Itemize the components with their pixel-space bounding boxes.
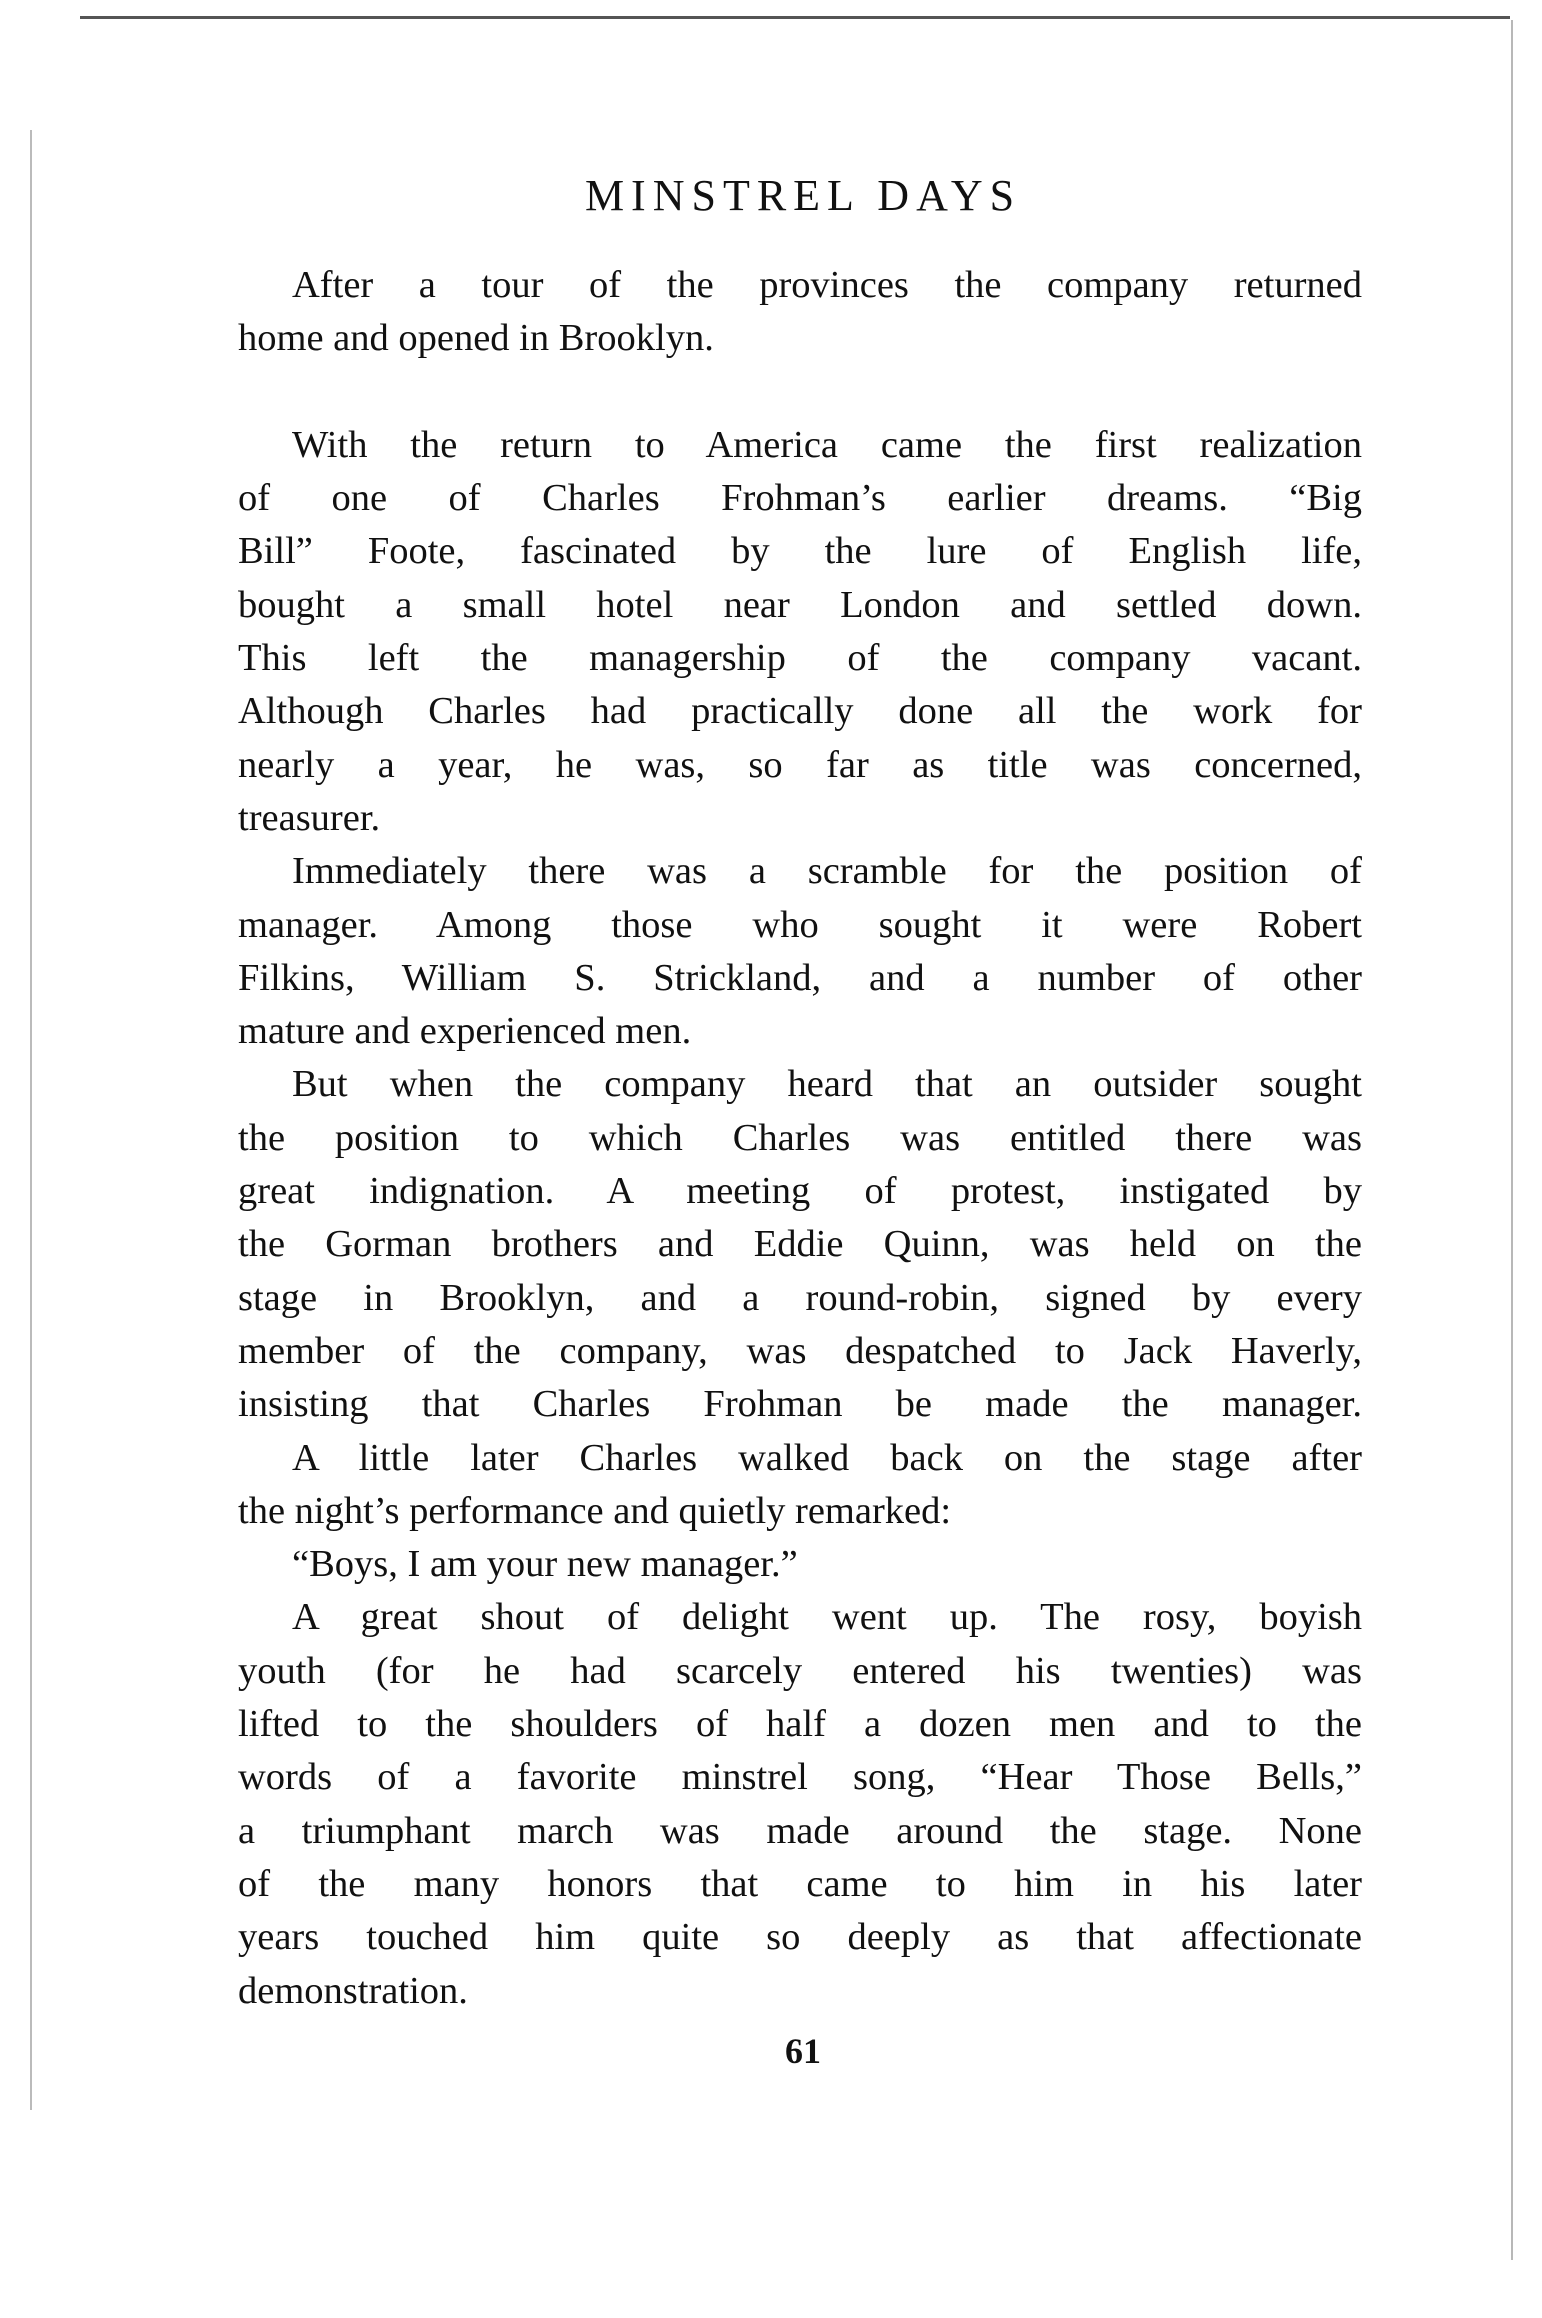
text-line: nearly a year, he was, so far as title was concerned, [238, 743, 1362, 786]
right-border-rule [1511, 20, 1513, 2260]
text-line: years touched him quite so deeply as that affectionate [238, 1916, 1362, 1959]
text-line: a triumphant march was made around the stage. None [238, 1809, 1362, 1852]
text-line: of the many honors that came to him in his later [238, 1862, 1362, 1905]
text-line: lifted to the shoulders of half a dozen men and to the [238, 1703, 1362, 1746]
text-line: insisting that Charles Frohman be made the manager. [238, 1383, 1362, 1426]
text-line: “Boys, I am your new manager.” [292, 1543, 798, 1586]
text-line: the night’s performance and quietly remarked: [238, 1489, 952, 1532]
text-line: bought a small hotel near London and settled down. [238, 583, 1362, 626]
text-line: Immediately there was a scramble for the position of [292, 850, 1362, 893]
text-line: the Gorman brothers and Eddie Quinn, was held on the [238, 1223, 1362, 1266]
text-line: manager. Among those who sought it were Robert [238, 903, 1362, 946]
text-line: of one of Charles Frohman’s earlier dreams. “Big [238, 477, 1362, 520]
text-line: mature and experienced men. [238, 1010, 692, 1053]
text-line: Filkins, William S. Strickland, and a number of other [238, 956, 1362, 999]
page-number: 61 [785, 2031, 821, 2071]
text-line: A great shout of delight went up. The rosy, boyish [292, 1596, 1362, 1639]
text-line: After a tour of the provinces the company returned [292, 264, 1362, 306]
text-line: Bill” Foote, fascinated by the lure of English life, [238, 530, 1362, 573]
top-border-rule [80, 16, 1510, 19]
text-line: A little later Charles walked back on the stage after [292, 1436, 1362, 1479]
text-line: stage in Brooklyn, and a round-robin, signed by every [238, 1276, 1362, 1319]
text-line: Although Charles had practically done all the work for [238, 690, 1362, 733]
text-line: words of a favorite minstrel song, “Hear Those Bells,” [238, 1756, 1362, 1799]
text-line: member of the company, was despatched to Jack Haverly, [238, 1329, 1362, 1372]
text-line: the position to which Charles was entitled there was [238, 1116, 1362, 1159]
text-line: But when the company heard that an outsider sought [292, 1063, 1362, 1106]
left-margin-mark [30, 130, 32, 2110]
page-body [238, 259, 1362, 2018]
text-line: home and opened in Brooklyn. [238, 317, 714, 360]
blank-line [238, 366, 1362, 419]
text-line: With the return to America came the first realization [292, 423, 1362, 466]
text-line: This left the managership of the company vacant. [238, 637, 1362, 680]
text-line: youth (for he had scarcely entered his twenties) was [238, 1649, 1362, 1692]
text-line: demonstration. [238, 1969, 468, 2012]
text-line: treasurer. [238, 796, 381, 839]
text-line: great indignation. A meeting of protest, instigated by [238, 1170, 1362, 1213]
chapter-title: MINSTREL DAYS [584, 171, 1022, 220]
